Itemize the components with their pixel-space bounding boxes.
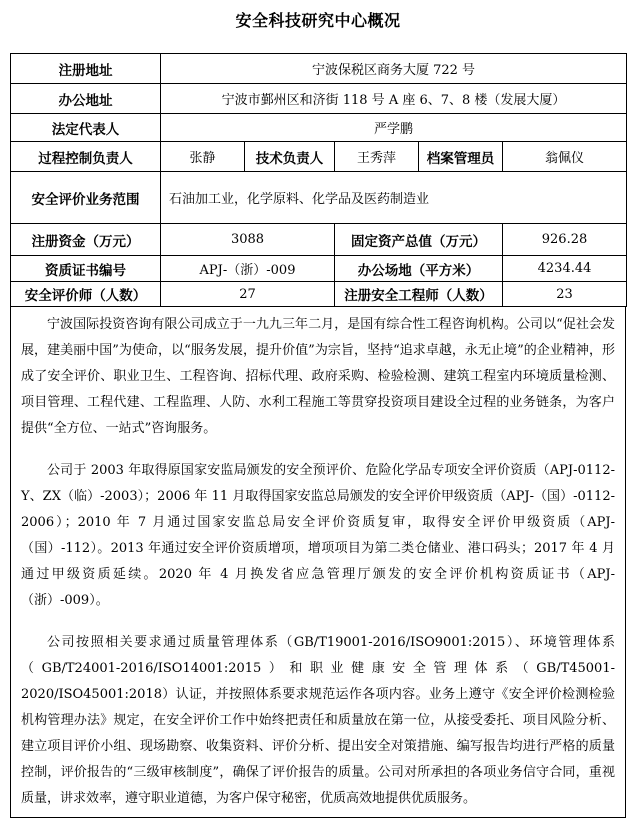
- row-reg-address: [11, 54, 627, 84]
- archive-value: 翁佩仪: [503, 142, 627, 172]
- tech-label: 技术负责人: [245, 142, 335, 172]
- row-legal-rep: [11, 114, 627, 142]
- area-label: 办公场地（平方米）: [335, 256, 503, 282]
- engineers-label: 注册安全工程师（人数）: [335, 282, 503, 307]
- legal-rep-label: 法定代表人: [11, 114, 161, 142]
- process-value: 张静: [161, 142, 245, 172]
- evaluators-label: 安全评价师（人数）: [11, 282, 161, 307]
- paragraph-management: 公司按照相关要求通过质量管理体系（GB/T19001-2016/ISO9001:2015）、环境管理体系（GB/T24001-2016/ISO14001:2015）和职业健康安全管理体系（GB/T45001-2020/ISO45001:2018）认证，并按照体系要求规范运作各项内容。业务上遵守《安全评价检测检验机构管理办法》规定，在安全评价工作中始终把责任和质量放在第一位，从接受委托、项目风险分析、建立项目评价小组、现场勘察、收集资料、评价分析、提出安全对策措施、编写报告均进行严格的质量控制，评价报告的“三级审核制度”，确保了评价报告的质量。公司对所承担的各项业务信守合同，重视质量，讲求效率，遵守职业道德，为客户保守秘密，优质高效地提供优质服务。: [21, 635, 615, 806]
- company-description: [10, 306, 626, 818]
- office-address-label: 办公地址: [11, 84, 161, 114]
- assets-value: 926.28: [503, 224, 627, 256]
- office-address-value: 宁波市鄞州区和济街 118 号 A 座 6、7、8 楼（发展大厦）: [161, 84, 627, 114]
- paragraph-qualifications: 公司于 2003 年取得原国家安监局颁发的安全预评价、危险化学品专项安全评价资质（APJ-0112-Y、ZX（临）-2003）；2006 年 11 月取得国家安监总局颁发的安全评价甲级资质（APJ-（国）-0112-2006）；2010 年 7 月通过国家安监总局安全评价资质复审，取得安全评价甲级资质（APJ-（国）-112）。2013 年通过安全评价资质增项，增项项目为第二类仓储业、港口码头；2017 年 4 月通过甲级资质延续。2020 年 4 月换发省应急管理厅颁发的安全评价机构资质证书（APJ-（浙）-009）。: [21, 463, 615, 608]
- scope-value: 石油加工业，化学原料、化学品及医药制造业: [161, 172, 627, 224]
- paragraph-intro: 宁波国际投资咨询有限公司成立于一九九三年二月，是国有综合性工程咨询机构。公司以“促社会发展，建美丽中国”为使命，以“服务发展，提升价值”为宗旨，坚持“追求卓越，永无止境”的企业精神，形成了安全评价、职业卫生、工程咨询、招标代理、政府采购、检验检测、建筑工程室内环境质量检测、项目管理、工程代建、工程监理、人防、水利工程施工等贯穿投资项目建设全过程的业务链条，为客户提供“全方位、一站式”咨询服务。: [21, 317, 615, 436]
- reg-address-label: 注册地址: [11, 54, 161, 84]
- evaluators-value: 27: [161, 282, 335, 307]
- legal-rep-value: 严学鹏: [161, 114, 627, 142]
- row-cert: [11, 256, 627, 282]
- cert-label: 资质证书编号: [11, 256, 161, 282]
- archive-label: 档案管理员: [419, 142, 503, 172]
- info-table: [10, 53, 627, 307]
- tech-value: 王秀萍: [335, 142, 419, 172]
- capital-value: 3088: [161, 224, 335, 256]
- process-label: 过程控制负责人: [11, 142, 161, 172]
- cert-value: APJ-（浙）-009: [161, 256, 335, 282]
- capital-label: 注册资金（万元）: [11, 224, 161, 256]
- row-capital: [11, 224, 627, 256]
- row-persons: [11, 142, 627, 172]
- row-office-address: [11, 84, 627, 114]
- assets-label: 固定资产总值（万元）: [335, 224, 503, 256]
- page-title: 安全科技研究中心概况: [235, 11, 401, 30]
- scope-label: 安全评价业务范围: [11, 172, 161, 224]
- reg-address-value: 宁波保税区商务大厦 722 号: [161, 54, 627, 84]
- engineers-value: 23: [503, 282, 627, 307]
- row-staff: [11, 282, 627, 307]
- row-scope: [11, 172, 627, 224]
- area-value: 4234.44: [503, 256, 627, 282]
